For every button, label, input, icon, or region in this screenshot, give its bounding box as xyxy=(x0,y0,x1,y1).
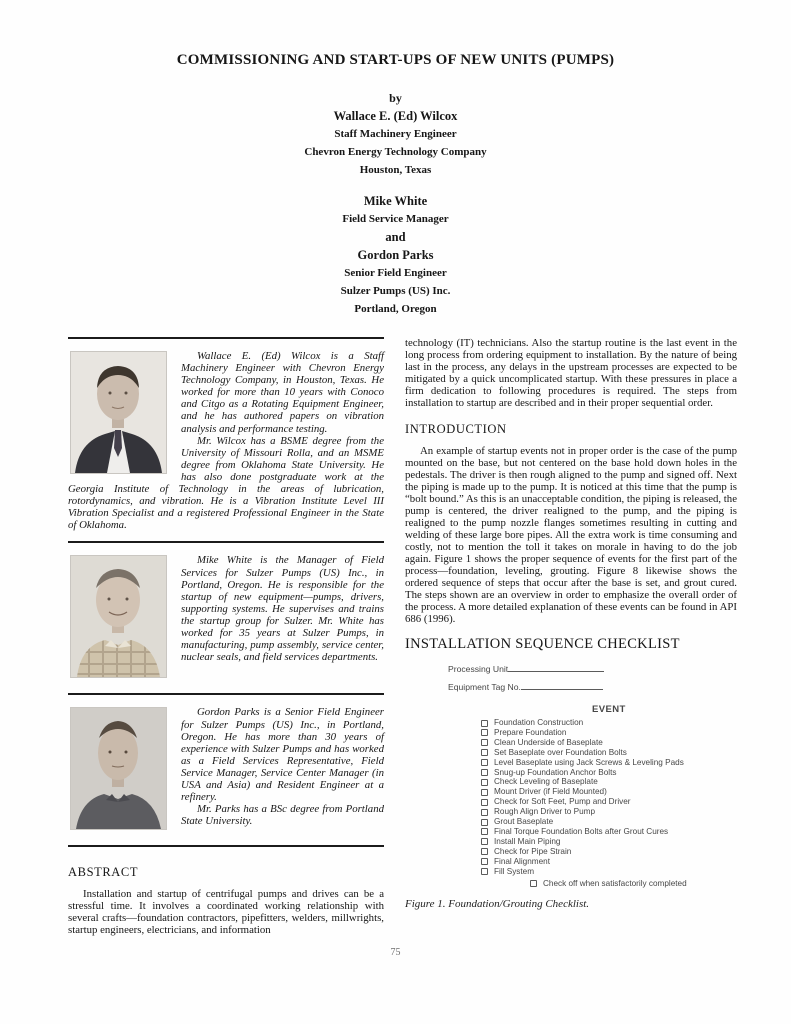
checklist-item: Install Main Piping xyxy=(481,837,737,847)
checklist-item: Snug-up Foundation Anchor Bolts xyxy=(481,768,737,778)
checkbox-icon xyxy=(481,868,488,875)
bio-paragraph: Gordon Parks is a Senior Field Engineer for Sulzer Pumps (US) Inc., in Portland, Oregon. He has more than 30 years of experience with Sulzer Pumps and has worked as a Field Services Representative, Field Service Manager, Service Center Manager (in USA and Asia) and Resident Engineer at a refinery. xyxy=(181,706,384,804)
author-role-parks: Senior Field Engineer xyxy=(344,267,447,279)
checkbox-icon xyxy=(481,779,488,786)
processing-unit-label: Processing Unit xyxy=(448,664,509,674)
author-photo-white-icon xyxy=(70,555,167,678)
author-company-parks: Sulzer Pumps (US) Inc. xyxy=(340,285,451,297)
checklist-item: Set Baseplate over Foundation Bolts xyxy=(481,748,737,758)
checkbox-icon xyxy=(481,759,488,766)
checkbox-icon xyxy=(481,749,488,756)
checklist-item: Clean Underside of Baseplate xyxy=(481,738,737,748)
abstract-continuation: technology (IT) technicians. Also the startup routine is the last event in the long process from ordering equipment to installation. By the nature of being last in the process, any delays in the upstream processes are expected to be mitigated by a quick uncomplicated startup. With these pressures in place a firm dedication to following procedures is required. The steps from installation to startup are described and in their proper sequential order. xyxy=(405,337,737,409)
introduction-heading: INTRODUCTION xyxy=(405,422,507,436)
left-column xyxy=(68,337,384,936)
right-column xyxy=(405,337,737,910)
checkbox-icon xyxy=(481,769,488,776)
author-bio-white xyxy=(68,541,384,693)
author-role-white: Field Service Manager xyxy=(342,213,449,225)
author-photo-wilcox-icon xyxy=(70,351,167,474)
bio-paragraph: Mr. Wilcox has a BSME degree from the University of Missouri Rolla, and an MSME degree from Oklahoma State University. He has also done postgraduate work at the Georgia Institute of Technology in the areas of lubrication, rotordynamics, and vibration. He is a Vibration Institute Level III Vibration Specialist and a registered Professional Engineer in the State of Oklahoma. xyxy=(68,434,384,532)
checkbox-icon xyxy=(481,848,488,855)
checklist-item: Grout Baseplate xyxy=(481,817,737,827)
author-bio-wilcox xyxy=(68,337,384,541)
checklist-item: Prepare Foundation xyxy=(481,728,737,738)
checklist xyxy=(481,718,737,877)
checkbox-icon xyxy=(481,739,488,746)
author-bio-parks xyxy=(68,693,384,847)
figure-1-checklist xyxy=(405,662,737,910)
checklist-item: Foundation Construction xyxy=(481,718,737,728)
author-name-white: Mike White xyxy=(363,194,428,208)
author-location-wilcox: Houston, Texas xyxy=(359,164,432,176)
introduction-text: An example of startup events not in proper order is the case of the pump mounted on the base, but not centered on the base hold down holes in the pedestals. The driver is then rough aligned to the pump and signed off. Next the piping is made up to the pump. It is noticed at this time that the pump is “bolt bound.” As this is an unacceptable condition, the piping is released, the pump is centered, the driver realigned to the pump, and the piping is realigned to the pump nozzle flanges sometimes resulting in cutting and welding of these large bore pipes. All the extra work is time consuming and costly, not to mention the toll it takes on morale in having to do the job again. Figure 1 shows the proper sequence of events for the first part of the process—foundation, leveling, grouting. Figure 8 likewise shows the ordered sequence of steps that occur after the base is set, and grout cured. The steps shown are an overview in order to emphasize the overall order of the process. A more detailed explanation of these events can be found in API 686 (1996). xyxy=(405,445,737,625)
bio-paragraph: Mr. Parks has a BSc degree from Portland State University. xyxy=(181,803,384,828)
checkbox-icon xyxy=(530,880,537,887)
checklist-item: Mount Driver (if Field Mounted) xyxy=(481,787,737,797)
abstract-text: Installation and startup of centrifugal pumps and drives can be a stressful time. It involves a coordinated working relationship with several crafts—foundation contractors, pipefitters, welders, millwrights, startup engineers, electricians, and information xyxy=(68,888,384,937)
checkbox-icon xyxy=(481,838,488,845)
checklist-heading: INSTALLATION SEQUENCE CHECKLIST xyxy=(405,636,680,652)
author-company-wilcox: Chevron Energy Technology Company xyxy=(304,146,487,158)
checklist-item: Level Baseplate using Jack Screws & Leveling Pads xyxy=(481,758,737,768)
checklist-footer-note: Check off when satisfactorily completed xyxy=(530,879,737,889)
checklist-item: Check for Pipe Strain xyxy=(481,847,737,857)
author-name-wilcox: Wallace E. (Ed) Wilcox xyxy=(333,109,458,123)
checkbox-icon xyxy=(481,799,488,806)
checklist-item: Check for Soft Feet, Pump and Driver xyxy=(481,797,737,807)
checkbox-icon xyxy=(481,720,488,727)
paper-header xyxy=(0,52,791,318)
checkbox-icon xyxy=(481,819,488,826)
paper-title: COMMISSIONING AND START-UPS OF NEW UNITS (PUMPS) xyxy=(176,52,615,68)
checklist-item: Final Torque Foundation Bolts after Grout Cures xyxy=(481,827,737,837)
bio-paragraph: Wallace E. (Ed) Wilcox is a Staff Machinery Engineer with Chevron Energy Technology Company, in Houston, Texas. He worked for more than 10 years with Conoco and Citgo as a Rotating Equipment Engineer, and he has authored papers on vibration analysis and performance testing. xyxy=(181,350,384,435)
equipment-tag-field xyxy=(448,680,737,694)
checkbox-icon xyxy=(481,789,488,796)
author-conjunction: and xyxy=(385,230,406,244)
portrait-suit-icon xyxy=(71,352,166,473)
processing-unit-blank xyxy=(508,663,604,672)
checklist-item: Check Leveling of Baseplate xyxy=(481,777,737,787)
author-location-parks: Portland, Oregon xyxy=(354,303,437,315)
author-name-parks: Gordon Parks xyxy=(357,248,434,262)
checkbox-icon xyxy=(481,809,488,816)
checklist-item: Fill System xyxy=(481,867,737,877)
author-photo-parks-icon xyxy=(70,707,167,830)
checklist-item: Final Alignment xyxy=(481,857,737,867)
page-number: 75 xyxy=(390,947,401,958)
checklist-item: Rough Align Driver to Pump xyxy=(481,807,737,817)
checkbox-icon xyxy=(481,828,488,835)
byline: by xyxy=(389,91,402,105)
portrait-plaid-icon xyxy=(71,556,166,677)
portrait-polo-icon xyxy=(71,708,166,829)
bio-paragraph: Mike White is the Manager of Field Services for Sulzer Pumps (US) Inc., in Portland, Oregon. He is responsible for the startup of new equipment—pumps, drivers, supporting systems. He supervises and trains the startup group for Sulzer. Mr. White has worked for 35 years at Sulzer Pumps, in manufacturing, pump assembly, service center, nuclear seals, and field services departments. xyxy=(181,554,384,664)
equipment-tag-label: Equipment Tag No. xyxy=(448,682,521,692)
author-role-wilcox: Staff Machinery Engineer xyxy=(334,128,457,140)
equipment-tag-blank xyxy=(521,681,603,690)
checkbox-icon xyxy=(481,858,488,865)
processing-unit-field xyxy=(448,662,737,676)
checkbox-icon xyxy=(481,729,488,736)
event-column-header: EVENT xyxy=(592,704,626,715)
figure-caption: Figure 1. Foundation/Grouting Checklist. xyxy=(405,897,590,910)
abstract-heading: ABSTRACT xyxy=(68,865,139,880)
